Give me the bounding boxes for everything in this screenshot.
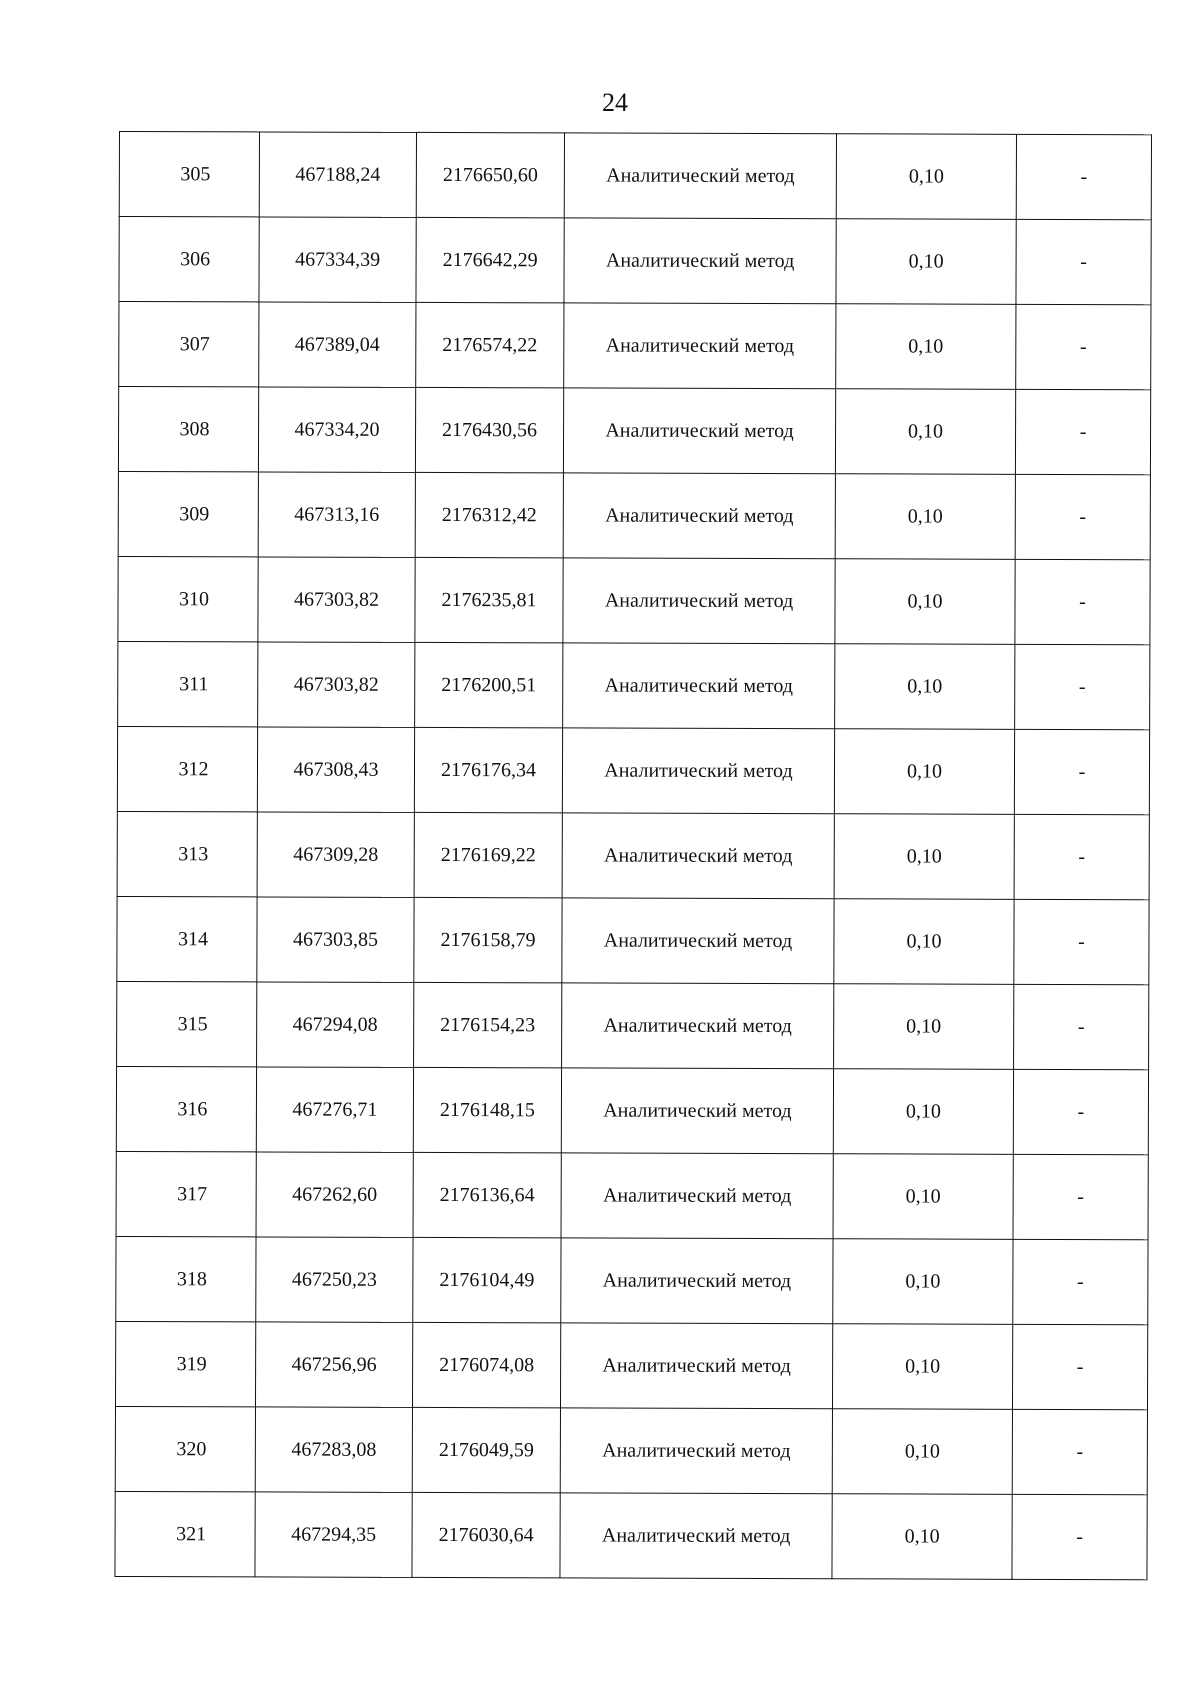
method-cell: Аналитический метод bbox=[564, 133, 836, 219]
method-cell: Аналитический метод bbox=[563, 388, 835, 474]
point-number-cell: 305 bbox=[119, 132, 259, 217]
point-number-cell: 309 bbox=[118, 471, 258, 556]
x-coordinate-cell: 467283,08 bbox=[255, 1407, 412, 1492]
accuracy-cell: 0,10 bbox=[834, 899, 1014, 985]
note-cell: - bbox=[1015, 389, 1150, 474]
x-coordinate-cell: 467308,43 bbox=[257, 727, 414, 812]
x-coordinate-cell: 467334,20 bbox=[258, 387, 415, 472]
accuracy-cell: 0,10 bbox=[835, 644, 1015, 730]
table-row bbox=[115, 1321, 1147, 1409]
y-coordinate-cell: 2176642,29 bbox=[416, 217, 564, 302]
point-number-cell: 314 bbox=[117, 896, 257, 981]
y-coordinate-cell: 2176136,64 bbox=[413, 1152, 561, 1237]
method-cell: Аналитический метод bbox=[564, 218, 836, 304]
method-cell: Аналитический метод bbox=[561, 1068, 833, 1154]
accuracy-cell: 0,10 bbox=[832, 1324, 1012, 1410]
x-coordinate-cell: 467276,71 bbox=[256, 1067, 413, 1152]
note-cell: - bbox=[1016, 304, 1151, 389]
note-cell: - bbox=[1012, 1494, 1147, 1579]
x-coordinate-cell: 467256,96 bbox=[255, 1322, 412, 1407]
method-cell: Аналитический метод bbox=[561, 1153, 833, 1239]
y-coordinate-cell: 2176148,15 bbox=[413, 1067, 561, 1152]
accuracy-cell: 0,10 bbox=[836, 304, 1016, 390]
x-coordinate-cell: 467303,85 bbox=[257, 897, 414, 982]
point-number-cell: 310 bbox=[118, 556, 258, 641]
y-coordinate-cell: 2176154,23 bbox=[414, 982, 562, 1067]
point-number-cell: 318 bbox=[116, 1236, 256, 1321]
x-coordinate-cell: 467334,39 bbox=[259, 217, 416, 302]
note-cell: - bbox=[1015, 474, 1150, 559]
table-row bbox=[117, 811, 1149, 899]
point-number-cell: 316 bbox=[116, 1066, 256, 1151]
table-body bbox=[115, 132, 1152, 1580]
point-number-cell: 306 bbox=[119, 217, 259, 302]
note-cell: - bbox=[1014, 984, 1149, 1069]
point-number-cell: 312 bbox=[117, 726, 257, 811]
y-coordinate-cell: 2176574,22 bbox=[416, 302, 564, 387]
method-cell: Аналитический метод bbox=[562, 898, 834, 984]
y-coordinate-cell: 2176176,34 bbox=[414, 727, 562, 812]
x-coordinate-cell: 467313,16 bbox=[258, 472, 415, 557]
table-row bbox=[116, 1236, 1148, 1324]
accuracy-cell: 0,10 bbox=[834, 729, 1014, 815]
table-row bbox=[118, 641, 1150, 729]
note-cell: - bbox=[1016, 134, 1151, 219]
table-row bbox=[117, 896, 1149, 984]
note-cell: - bbox=[1013, 1069, 1148, 1154]
table-row bbox=[117, 981, 1149, 1069]
note-cell: - bbox=[1014, 899, 1149, 984]
y-coordinate-cell: 2176158,79 bbox=[414, 897, 562, 982]
point-number-cell: 313 bbox=[117, 811, 257, 896]
y-coordinate-cell: 2176169,22 bbox=[414, 812, 562, 897]
coordinates-table bbox=[114, 131, 1152, 1580]
y-coordinate-cell: 2176104,49 bbox=[413, 1237, 561, 1322]
accuracy-cell: 0,10 bbox=[836, 219, 1016, 305]
point-number-cell: 317 bbox=[116, 1151, 256, 1236]
accuracy-cell: 0,10 bbox=[836, 134, 1016, 220]
note-cell: - bbox=[1014, 729, 1149, 814]
note-cell: - bbox=[1015, 644, 1150, 729]
y-coordinate-cell: 2176200,51 bbox=[415, 642, 563, 727]
table-row bbox=[115, 1406, 1147, 1494]
note-cell: - bbox=[1014, 814, 1149, 899]
x-coordinate-cell: 467262,60 bbox=[256, 1152, 413, 1237]
y-coordinate-cell: 2176030,64 bbox=[412, 1492, 560, 1577]
x-coordinate-cell: 467250,23 bbox=[256, 1237, 413, 1322]
note-cell: - bbox=[1015, 559, 1150, 644]
table-row bbox=[115, 1491, 1147, 1579]
method-cell: Аналитический метод bbox=[562, 813, 834, 899]
point-number-cell: 321 bbox=[115, 1491, 255, 1576]
table-row bbox=[116, 1066, 1148, 1154]
table-row bbox=[119, 217, 1151, 305]
point-number-cell: 308 bbox=[118, 387, 258, 472]
point-number-cell: 320 bbox=[115, 1406, 255, 1491]
accuracy-cell: 0,10 bbox=[833, 1154, 1013, 1240]
x-coordinate-cell: 467294,08 bbox=[257, 982, 414, 1067]
method-cell: Аналитический метод bbox=[560, 1323, 832, 1409]
x-coordinate-cell: 467188,24 bbox=[259, 132, 416, 217]
note-cell: - bbox=[1012, 1324, 1147, 1409]
y-coordinate-cell: 2176312,42 bbox=[415, 472, 563, 557]
table-row bbox=[118, 556, 1150, 644]
accuracy-cell: 0,10 bbox=[834, 814, 1014, 900]
table-row bbox=[118, 471, 1150, 559]
y-coordinate-cell: 2176049,59 bbox=[412, 1407, 560, 1492]
point-number-cell: 315 bbox=[117, 981, 257, 1066]
note-cell: - bbox=[1013, 1154, 1148, 1239]
x-coordinate-cell: 467303,82 bbox=[258, 642, 415, 727]
accuracy-cell: 0,10 bbox=[833, 1239, 1013, 1325]
accuracy-cell: 0,10 bbox=[832, 1494, 1012, 1580]
accuracy-cell: 0,10 bbox=[835, 474, 1015, 560]
point-number-cell: 311 bbox=[118, 641, 258, 726]
x-coordinate-cell: 467303,82 bbox=[258, 557, 415, 642]
method-cell: Аналитический метод bbox=[564, 303, 836, 389]
y-coordinate-cell: 2176074,08 bbox=[412, 1322, 560, 1407]
method-cell: Аналитический метод bbox=[560, 1493, 832, 1579]
y-coordinate-cell: 2176235,81 bbox=[415, 557, 563, 642]
table-row bbox=[119, 132, 1151, 220]
note-cell: - bbox=[1016, 219, 1151, 304]
table-row bbox=[116, 1151, 1148, 1239]
point-number-cell: 319 bbox=[115, 1321, 255, 1406]
accuracy-cell: 0,10 bbox=[835, 389, 1015, 475]
accuracy-cell: 0,10 bbox=[834, 984, 1014, 1070]
table-row bbox=[118, 387, 1150, 475]
page-number: 24 bbox=[602, 88, 628, 117]
point-number-cell: 307 bbox=[119, 302, 259, 387]
table-row bbox=[117, 726, 1149, 814]
method-cell: Аналитический метод bbox=[563, 643, 835, 729]
y-coordinate-cell: 2176650,60 bbox=[416, 132, 564, 217]
method-cell: Аналитический метод bbox=[563, 558, 835, 644]
table-row bbox=[119, 302, 1151, 390]
method-cell: Аналитический метод bbox=[563, 473, 835, 559]
y-coordinate-cell: 2176430,56 bbox=[415, 387, 563, 472]
method-cell: Аналитический метод bbox=[562, 728, 834, 814]
accuracy-cell: 0,10 bbox=[832, 1409, 1012, 1495]
method-cell: Аналитический метод bbox=[560, 1408, 832, 1494]
x-coordinate-cell: 467389,04 bbox=[259, 302, 416, 387]
method-cell: Аналитический метод bbox=[561, 1238, 833, 1324]
x-coordinate-cell: 467309,28 bbox=[257, 812, 414, 897]
accuracy-cell: 0,10 bbox=[835, 559, 1015, 645]
note-cell: - bbox=[1012, 1409, 1147, 1494]
x-coordinate-cell: 467294,35 bbox=[255, 1492, 412, 1577]
note-cell: - bbox=[1013, 1239, 1148, 1324]
method-cell: Аналитический метод bbox=[562, 983, 834, 1069]
accuracy-cell: 0,10 bbox=[833, 1069, 1013, 1155]
